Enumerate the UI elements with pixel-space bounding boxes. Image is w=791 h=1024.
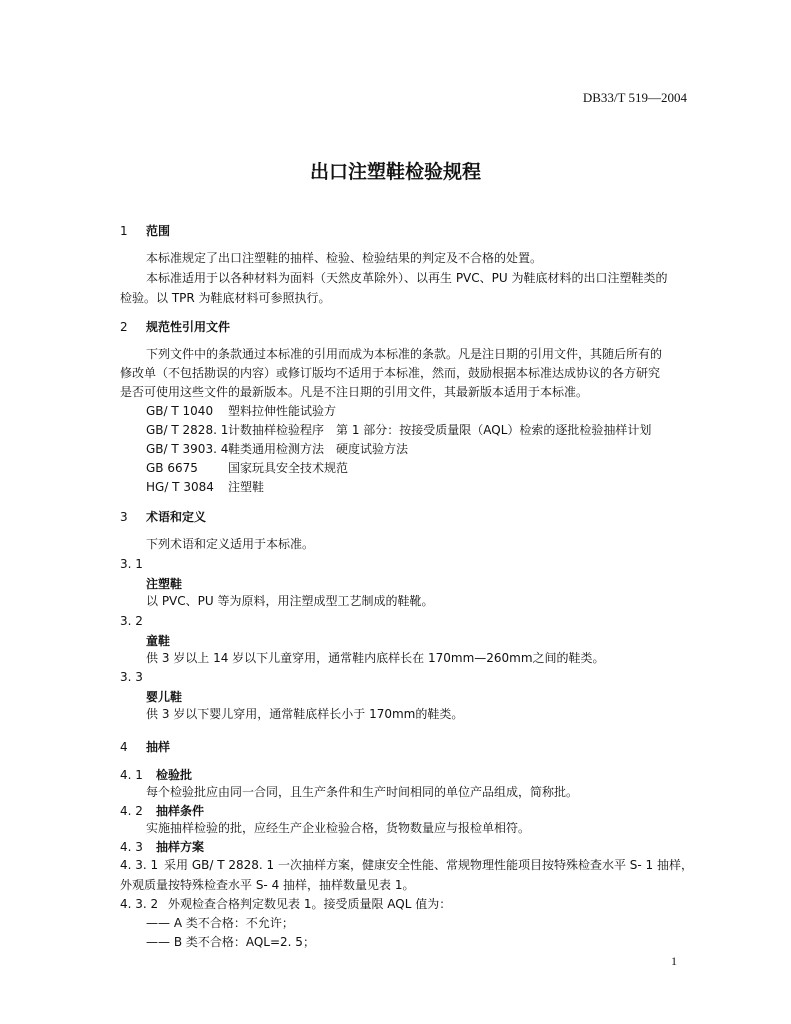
clause-number: 4. 3. 1: [120, 858, 159, 872]
section-title: 抽样: [146, 740, 171, 754]
subsection-4-3: [120, 838, 204, 855]
paragraph: 本标准规定了出口注塑鞋的抽样、检验、检验结果的判定及不合格的处置。: [146, 251, 543, 265]
section-title: 术语和定义: [146, 510, 207, 524]
reference-item: [146, 479, 264, 495]
clause-number: 4. 3. 2: [120, 897, 159, 911]
paragraph-continuation: 是否可使用这些文件的最新版本。凡是不注日期的引用文件，其最新版本适用于本标准。: [120, 385, 589, 399]
section-number: 2: [120, 320, 128, 334]
list-item: —— A 类不合格：不允许；: [146, 916, 294, 930]
section-2-heading: [120, 318, 230, 335]
term-name: 注塑鞋: [146, 577, 183, 591]
reference-title: 注塑鞋: [228, 480, 265, 494]
paragraph-continuation: 检验。以 TPR 为鞋底材料可参照执行。: [120, 291, 331, 305]
reference-title: 计数抽样检验程序 第 1 部分：按接受质量限（AQL）检索的逐批检验抽样计划: [228, 423, 652, 437]
term-number: 3. 2: [120, 614, 143, 628]
section-4-heading: [120, 738, 170, 755]
section-3-heading: [120, 508, 206, 525]
paragraph: 实施抽样检验的批，应经生产企业检验合格，货物数量应与报检单相符。: [146, 821, 531, 835]
section-number: 1: [120, 224, 128, 238]
reference-code: GB/ T 3903. 4: [146, 442, 229, 456]
subsection-4-2: [120, 802, 204, 819]
paragraph: 下列术语和定义适用于本标准。: [146, 537, 315, 551]
reference-code: GB 6675: [146, 461, 198, 475]
reference-title: 国家玩具安全技术规范: [228, 461, 349, 475]
paragraph: 本标准适用于以各种材料为面料（天然皮革除外）、以再生 PVC、PU 为鞋底材料的出口注塑鞋类的: [146, 271, 668, 285]
subsection-4-1: [120, 766, 192, 783]
subsection-number: 4. 1: [120, 768, 143, 782]
reference-item: [146, 422, 651, 438]
term-definition: 以 PVC、PU 等为原料，用注塑成型工艺制成的鞋靴。: [146, 594, 434, 608]
standard-code: DB33/T 519—2004: [582, 90, 687, 105]
paragraph: 下列文件中的条款通过本标准的引用而成为本标准的条款。凡是注日期的引用文件，其随后所有的: [146, 347, 663, 361]
page-number: 1: [671, 954, 677, 968]
term-number: 3. 3: [120, 670, 143, 684]
paragraph: 每个检验批应由同一合同，且生产条件和生产时间相同的单位产品组成，简称批。: [146, 785, 579, 799]
term-name: 童鞋: [146, 634, 171, 648]
clause-text: 外观检查合格判定数见表 1。接受质量限 AQL 值为：: [168, 897, 452, 911]
subsection-number: 4. 3: [120, 840, 143, 854]
reference-code: HG/ T 3084: [146, 480, 214, 494]
reference-code: GB/ T 1040: [146, 404, 214, 418]
section-number: 4: [120, 740, 128, 754]
subsection-title: 检验批: [156, 768, 193, 782]
subsection-title: 抽样条件: [156, 804, 205, 818]
reference-title: 鞋类通用检测方法 硬度试验方法: [228, 442, 409, 456]
reference-title: 塑料拉伸性能试验方: [228, 404, 337, 418]
section-title: 规范性引用文件: [146, 320, 231, 334]
paragraph-continuation: 修改单（不包括勘误的内容）或修订版均不适用于本标准，然而，鼓励根据本标准达成协议的各方研究: [120, 366, 661, 380]
term-number: 3. 1: [120, 557, 143, 571]
reference-item: [146, 403, 336, 419]
clause-text: 采用 GB/ T 2828. 1 一次抽样方案，健康安全性能、常规物理性能项目按特殊检查水平 S- 1 抽样，: [164, 858, 693, 872]
section-1-heading: [120, 222, 170, 239]
subsection-number: 4. 2: [120, 804, 143, 818]
reference-code: GB/ T 2828. 1: [146, 423, 229, 437]
reference-item: [146, 441, 408, 457]
clause-4-3-2: [120, 896, 451, 912]
clause-4-3-1: [120, 857, 693, 873]
section-title: 范围: [146, 224, 171, 238]
section-number: 3: [120, 510, 128, 524]
subsection-title: 抽样方案: [156, 840, 205, 854]
term-definition: 供 3 岁以上 14 岁以下儿童穿用，通常鞋内底样长在 170mm—260mm之间的鞋类。: [146, 651, 605, 665]
reference-item: [146, 460, 348, 476]
list-item: —— B 类不合格：AQL=2. 5；: [146, 935, 315, 949]
term-definition: 供 3 岁以下婴儿穿用，通常鞋底样长小于 170mm的鞋类。: [146, 707, 464, 721]
paragraph-continuation: 外观质量按特殊检查水平 S- 4 抽样，抽样数量见表 1。: [120, 878, 415, 892]
document-title: 出口注塑鞋检验规程: [309, 161, 481, 183]
term-name: 婴儿鞋: [146, 690, 183, 704]
